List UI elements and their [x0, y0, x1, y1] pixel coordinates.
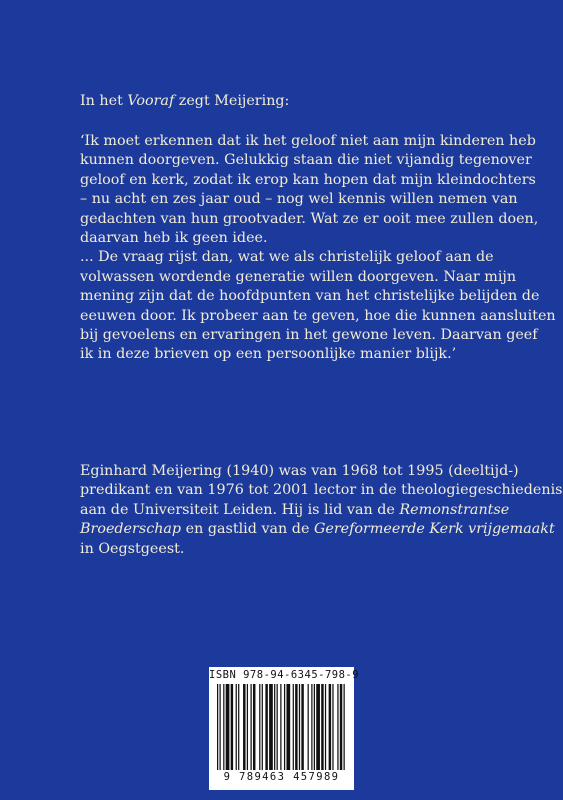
- bio-text: aan de Universiteit Leiden. Hij is lid van de: [80, 501, 400, 518]
- barcode-bar: [243, 684, 245, 770]
- bio-line: in Oegstgeest.: [80, 540, 185, 557]
- bio-italic-remonstrantse: Remonstrantse: [399, 501, 510, 518]
- barcode-bar: [329, 684, 331, 770]
- barcode-bar: [308, 684, 309, 770]
- barcode-label: [209, 667, 360, 790]
- barcode-bar: [231, 684, 233, 770]
- barcode-bar: [299, 684, 300, 770]
- barcode-bar: [226, 684, 230, 770]
- barcode-bar: [332, 684, 333, 770]
- barcode-bar: [314, 684, 315, 770]
- quote-line: ‘Ik moet erkennen dat ik het geloof niet aan mijn kinderen heb: [80, 133, 536, 149]
- barcode-bar: [265, 684, 267, 770]
- intro-suffix: zegt Meijering:: [174, 93, 290, 109]
- barcode-bar: [284, 684, 285, 770]
- barcode-bar: [259, 684, 260, 770]
- bio-text: en gastlid van de: [181, 521, 314, 538]
- barcode-bar: [269, 684, 273, 770]
- barcode-bar: [316, 684, 320, 770]
- quote-line: volwassen wordende generatie willen doorgeven. Naar mijn: [80, 268, 517, 285]
- isbn-number: ISBN 978-94-6345-798-9: [209, 669, 360, 681]
- quote-line: daarvan heb ik geen idee.: [80, 230, 268, 247]
- author-bio: [80, 462, 563, 559]
- intro-prefix: In het: [80, 93, 128, 109]
- quote-line: geloof en kerk, zodat ik erop kan hopen dat mijn kleindochters: [80, 171, 536, 188]
- quote-line: kunnen doorgeven. Gelukkig staan die niet vijandig tegenover: [80, 152, 532, 169]
- intro-line: [80, 92, 483, 111]
- barcode-bar: [217, 684, 218, 770]
- barcode-bar: [238, 684, 239, 770]
- bio-italic-kerk: Gereformeerde Kerk vrijgemaakt: [313, 521, 555, 538]
- barcode-bar: [321, 684, 323, 770]
- bio-italic-broederschap: Broederschap: [80, 521, 182, 538]
- quote-line: bij gevoelens en ervaringen in het gewone leven. Daarvan geef: [80, 327, 538, 344]
- barcode-icon: [217, 684, 346, 770]
- barcode-bar: [344, 684, 345, 770]
- barcode-bar: [340, 684, 342, 770]
- barcode-bar: [311, 684, 312, 770]
- bio-line: Eginhard Meijering (1940) was van 1968 tot 1995 (deeltijd-): [80, 463, 519, 479]
- barcode-bar: [295, 684, 297, 770]
- bio-line: predikant en van 1976 tot 2001 lector in de theologiegeschiedenis: [80, 482, 563, 499]
- quote-line: ik in deze brieven op een persoonlijke manier blijk.’: [80, 346, 457, 363]
- barcode-bar: [293, 684, 294, 770]
- barcode-bar: [219, 684, 220, 770]
- quote-line: ... De vraag rijst dan, wat we als christelijk geloof aan de: [80, 249, 494, 266]
- barcode-bar: [262, 684, 263, 770]
- barcode-bar: [277, 684, 278, 770]
- barcode-bar: [280, 684, 281, 770]
- bio-line: [80, 520, 555, 539]
- intro-italic-title: Vooraf: [127, 93, 175, 109]
- bio-line: [80, 501, 510, 520]
- barcode-bar: [236, 684, 237, 770]
- quote-paragraph: [80, 132, 556, 365]
- barcode-bar: [286, 684, 290, 770]
- barcode-bar: [253, 684, 255, 770]
- barcode-digits: 9 789463 457989: [223, 771, 340, 783]
- quote-line: mening zijn dat de hoofdpunten van het christelijke belijden de: [80, 288, 540, 305]
- quote-line: – nu acht en zes jaar oud – nog wel kennis willen nemen van: [80, 191, 518, 208]
- barcode-bar: [250, 684, 251, 770]
- quote-line: gedachten van hun grootvader. Wat ze er ooit mee zullen doen,: [80, 210, 539, 227]
- barcode-bar: [247, 684, 248, 770]
- quote-line: eeuwen door. Ik probeer aan te geven, hoe die kunnen aansluiten: [80, 307, 556, 324]
- barcode-bar: [223, 684, 224, 770]
- barcode-bar: [337, 684, 338, 770]
- barcode-bar: [325, 684, 326, 770]
- barcode-bar: [301, 684, 303, 770]
- barcode-bar: [274, 684, 275, 770]
